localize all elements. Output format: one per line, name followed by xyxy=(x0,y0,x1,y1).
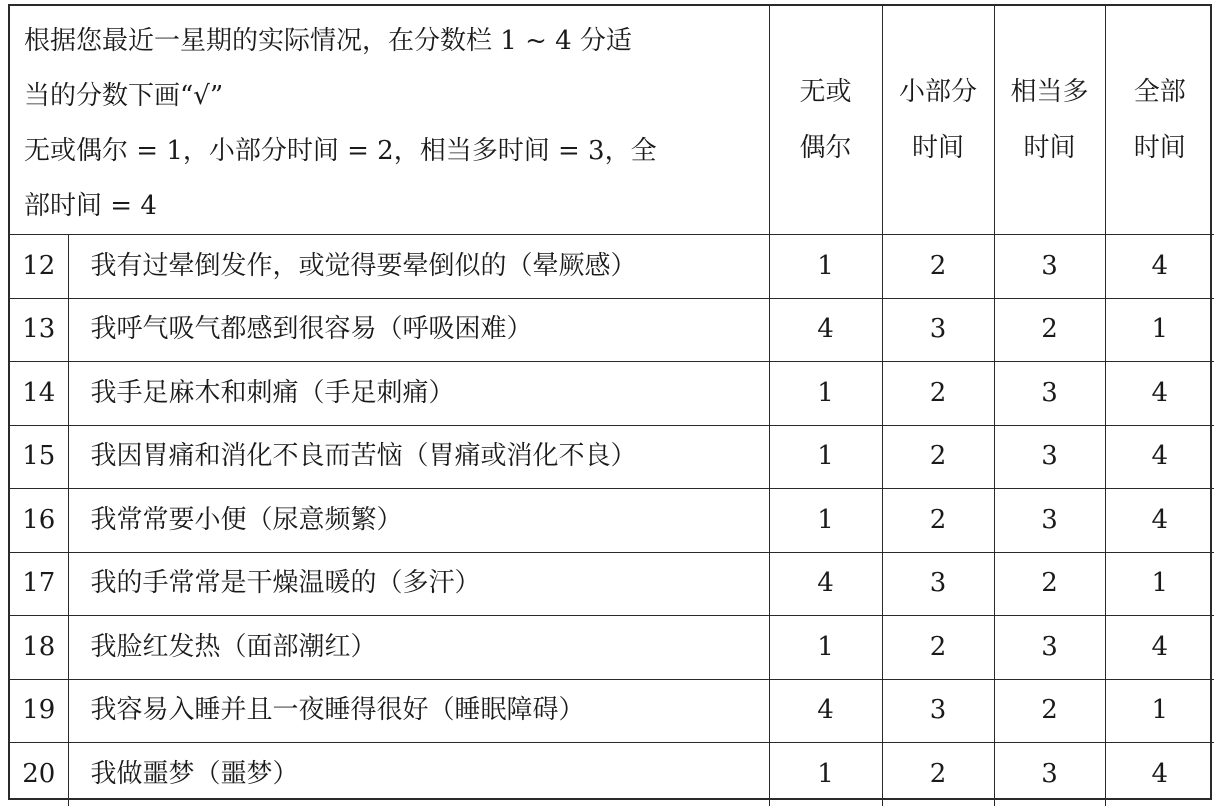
score-option[interactable]: 2 xyxy=(994,679,1105,743)
column-header-never xyxy=(769,6,882,235)
item-row xyxy=(10,616,1214,680)
column-header-line: 小部分 xyxy=(883,64,994,120)
item-text: 我有过晕倒发作，或觉得要晕倒似的（晕厥感） xyxy=(68,235,769,299)
score-option[interactable]: 4 xyxy=(1105,743,1214,806)
questionnaire-sheet xyxy=(8,4,1212,800)
score-option[interactable]: 3 xyxy=(994,743,1105,806)
item-number: 15 xyxy=(10,425,68,489)
item-text: 我脸红发热（面部潮红） xyxy=(68,616,769,680)
column-header-all-time xyxy=(1105,6,1214,235)
column-header-some-time xyxy=(882,6,994,235)
score-option[interactable]: 2 xyxy=(882,425,994,489)
score-option[interactable]: 3 xyxy=(994,489,1105,553)
item-row xyxy=(10,235,1214,299)
item-text: 我常常要小便（尿意频繁） xyxy=(68,489,769,553)
item-row xyxy=(10,743,1214,806)
score-option[interactable]: 2 xyxy=(994,298,1105,362)
score-option[interactable]: 3 xyxy=(882,552,994,616)
score-option[interactable]: 4 xyxy=(769,298,882,362)
column-header-line: 偶尔 xyxy=(770,120,882,176)
score-option[interactable]: 3 xyxy=(994,425,1105,489)
score-option[interactable]: 3 xyxy=(882,298,994,362)
score-option[interactable]: 1 xyxy=(769,743,882,806)
item-number: 12 xyxy=(10,235,68,299)
score-option[interactable]: 4 xyxy=(1105,616,1214,680)
score-option[interactable]: 1 xyxy=(769,235,882,299)
item-number: 19 xyxy=(10,679,68,743)
score-option[interactable]: 4 xyxy=(1105,489,1214,553)
item-text: 我做噩梦（噩梦） xyxy=(68,743,769,806)
score-option[interactable]: 3 xyxy=(994,616,1105,680)
item-number: 20 xyxy=(10,743,68,806)
score-option[interactable]: 2 xyxy=(882,743,994,806)
score-option[interactable]: 1 xyxy=(769,425,882,489)
score-option[interactable]: 1 xyxy=(1105,679,1214,743)
column-header-line: 相当多 xyxy=(995,64,1105,120)
instructions-line: 当的分数下画“√” xyxy=(24,69,759,124)
score-option[interactable]: 1 xyxy=(1105,552,1214,616)
score-option[interactable]: 2 xyxy=(994,552,1105,616)
rating-scale-table xyxy=(10,6,1214,806)
item-row xyxy=(10,298,1214,362)
score-option[interactable]: 4 xyxy=(769,679,882,743)
item-text: 我手足麻木和刺痛（手足刺痛） xyxy=(68,362,769,426)
item-text: 我呼气吸气都感到很容易（呼吸困难） xyxy=(68,298,769,362)
item-number: 13 xyxy=(10,298,68,362)
column-header-line: 无或 xyxy=(770,64,882,120)
item-text: 我因胃痛和消化不良而苦恼（胃痛或消化不良） xyxy=(68,425,769,489)
score-option[interactable]: 1 xyxy=(769,616,882,680)
column-header-line: 时间 xyxy=(883,120,994,176)
item-row xyxy=(10,489,1214,553)
item-text: 我容易入睡并且一夜睡得很好（睡眠障碍） xyxy=(68,679,769,743)
score-option[interactable]: 3 xyxy=(994,235,1105,299)
score-option[interactable]: 1 xyxy=(1105,298,1214,362)
item-row xyxy=(10,362,1214,426)
column-header-line: 全部 xyxy=(1106,64,1215,120)
column-header-line: 时间 xyxy=(995,120,1105,176)
score-option[interactable]: 4 xyxy=(769,552,882,616)
score-option[interactable]: 2 xyxy=(882,235,994,299)
score-option[interactable]: 1 xyxy=(769,489,882,553)
score-option[interactable]: 2 xyxy=(882,489,994,553)
header-row xyxy=(10,6,1214,235)
item-row xyxy=(10,679,1214,743)
instructions-line: 根据您最近一星期的实际情况，在分数栏 1 ~ 4 分适 xyxy=(24,14,759,69)
instructions-cell xyxy=(10,6,769,235)
item-row xyxy=(10,552,1214,616)
instructions-line: 部时间 = 4 xyxy=(24,179,759,234)
score-option[interactable]: 4 xyxy=(1105,235,1214,299)
column-header-line: 时间 xyxy=(1106,120,1215,176)
item-row xyxy=(10,425,1214,489)
item-number: 17 xyxy=(10,552,68,616)
item-number: 16 xyxy=(10,489,68,553)
score-option[interactable]: 1 xyxy=(769,362,882,426)
item-text: 我的手常常是干燥温暖的（多汗） xyxy=(68,552,769,616)
column-header-much-time xyxy=(994,6,1105,235)
item-number: 18 xyxy=(10,616,68,680)
score-option[interactable]: 2 xyxy=(882,362,994,426)
instructions-line: 无或偶尔 = 1，小部分时间 = 2，相当多时间 = 3，全 xyxy=(24,124,759,179)
score-option[interactable]: 3 xyxy=(882,679,994,743)
score-option[interactable]: 2 xyxy=(882,616,994,680)
score-option[interactable]: 4 xyxy=(1105,362,1214,426)
score-option[interactable]: 4 xyxy=(1105,425,1214,489)
item-number: 14 xyxy=(10,362,68,426)
score-option[interactable]: 3 xyxy=(994,362,1105,426)
